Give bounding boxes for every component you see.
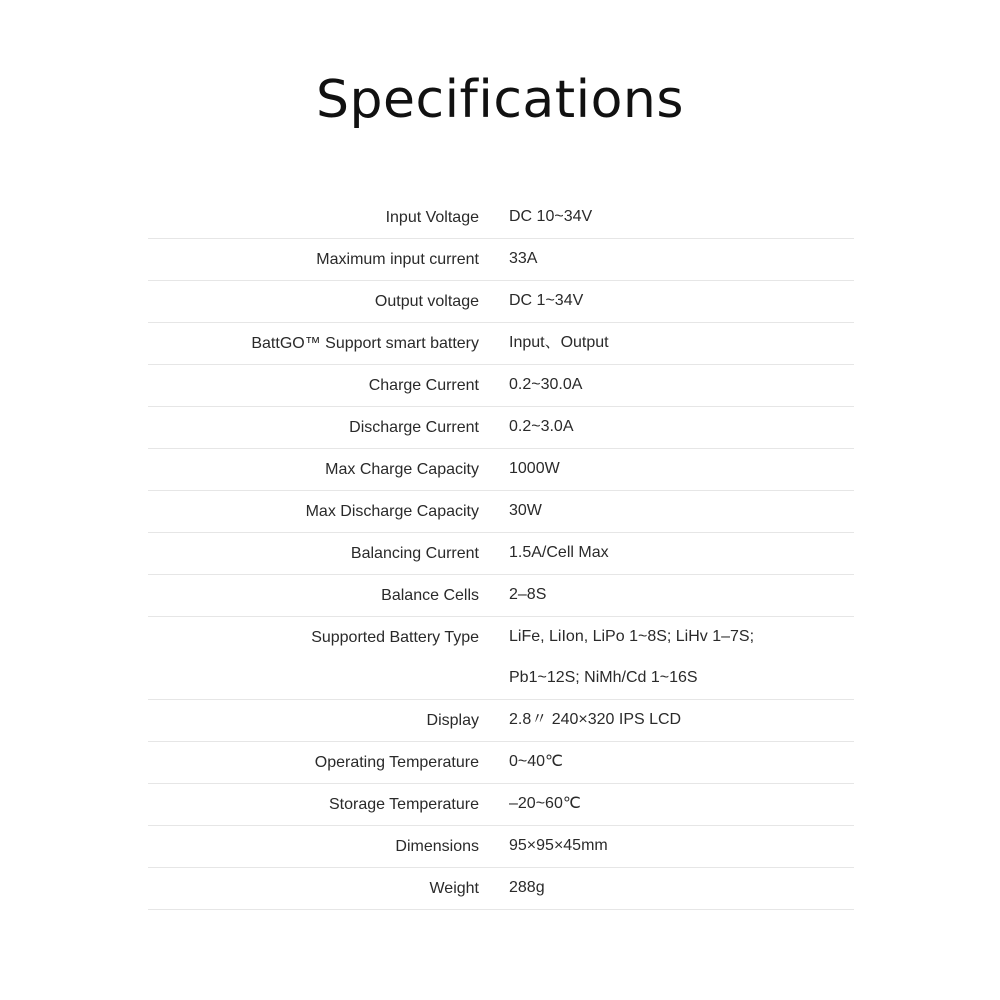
spec-value-line: LiFe, LiIon, LiPo 1~8S; LiHv 1–7S; [509,628,755,645]
spec-value-line: 0.2~3.0A [509,418,574,435]
spec-value-line: 288g [509,879,545,896]
spec-value [479,617,754,699]
spec-value-line: 1.5A/Cell Max [509,544,609,561]
page-title: Specifications [316,70,684,130]
spec-row [148,323,854,365]
spec-value-line: 0~40℃ [509,753,564,770]
spec-value [479,323,609,364]
spec-value-line: Pb1~12S; NiMh/Cd 1~16S [509,669,698,686]
spec-label: BattGO™ Support smart battery [251,335,479,352]
spec-value [479,365,582,406]
spec-value [479,449,560,490]
spec-value-line: Input、Output [509,334,609,351]
spec-label: Input Voltage [385,209,479,226]
spec-value-line: 30W [509,502,542,519]
spec-value [479,700,681,741]
spec-value [479,197,592,238]
spec-row [148,449,854,491]
spec-row [148,784,854,826]
spec-label: Storage Temperature [328,796,479,813]
spec-label: Supported Battery Type [311,629,479,646]
spec-value [479,533,609,574]
spec-value [479,784,581,825]
spec-value [479,742,563,783]
spec-label: Max Charge Capacity [325,461,479,478]
spec-row [148,281,854,323]
spec-value [479,575,546,616]
spec-row [148,575,854,617]
spec-row [148,533,854,575]
spec-label: Discharge Current [349,419,479,436]
spec-row [148,365,854,407]
spec-label: Weight [429,880,479,897]
spec-table [148,197,854,910]
spec-value-line: 2–8S [509,586,547,603]
spec-label: Maximum input current [316,251,479,268]
spec-value [479,407,574,448]
spec-row [148,491,854,533]
spec-value [479,491,542,532]
spec-value [479,239,537,280]
spec-label: Dimensions [395,838,479,855]
spec-value-line: 95×95×45mm [509,837,608,854]
spec-row [148,197,854,239]
spec-value [479,281,583,322]
spec-value [479,826,608,867]
spec-row [148,700,854,742]
spec-label: Balancing Current [350,545,479,562]
spec-label: Output voltage [374,293,479,310]
spec-value-line: –20~60℃ [509,795,581,812]
spec-value-line: 1000W [509,460,560,477]
spec-row [148,239,854,281]
spec-value-line: 0.2~30.0A [509,376,583,393]
spec-value-line: DC 10~34V [509,208,593,225]
spec-label: Charge Current [368,377,479,394]
spec-row [148,617,854,700]
spec-label: Balance Cells [381,587,479,604]
spec-value-line: 2.8〃 240×320 IPS LCD [509,711,682,728]
spec-label: Operating Temperature [314,754,479,771]
spec-label: Display [426,712,479,729]
spec-value-line: 33A [509,250,538,267]
spec-row [148,826,854,868]
spec-row [148,407,854,449]
spec-label: Max Discharge Capacity [305,503,479,520]
spec-value [479,868,545,909]
spec-row [148,868,854,910]
spec-row [148,742,854,784]
spec-value-line: DC 1~34V [509,292,584,309]
